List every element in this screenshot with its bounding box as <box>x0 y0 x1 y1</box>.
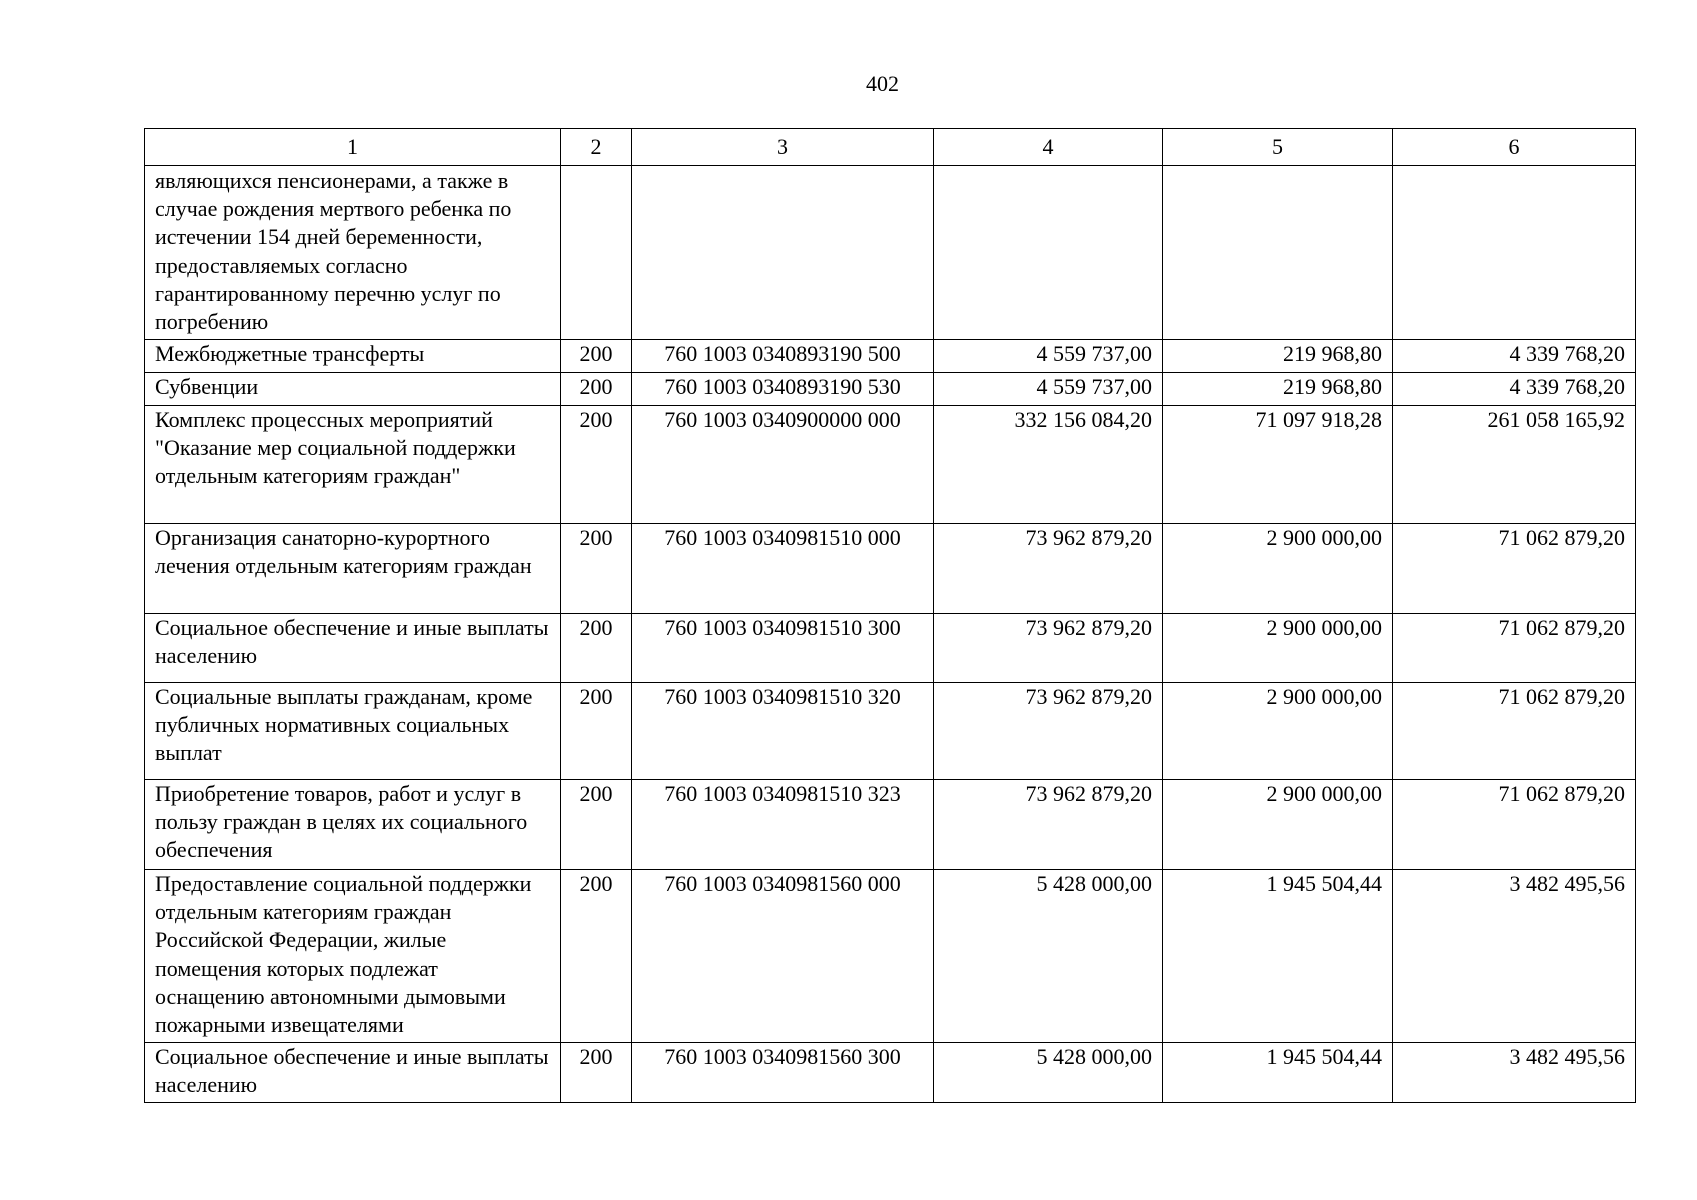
row-name: Межбюджетные трансферты <box>145 340 561 373</box>
header-row <box>145 129 1636 166</box>
table-row <box>145 340 1636 373</box>
table-row <box>145 166 1636 340</box>
row-value-4: 73 962 879,20 <box>934 780 1163 870</box>
row-value-4 <box>934 166 1163 340</box>
row-grbs: 200 <box>561 524 632 614</box>
row-value-4: 5 428 000,00 <box>934 870 1163 1043</box>
table-row <box>145 780 1636 870</box>
table-row <box>145 870 1636 1043</box>
table-row <box>145 683 1636 780</box>
column-header: 5 <box>1163 129 1393 166</box>
row-code: 760 1003 0340981510 323 <box>632 780 934 870</box>
row-value-5: 2 900 000,00 <box>1163 524 1393 614</box>
row-name: Социальное обеспечение и иные выплаты населению <box>145 614 561 683</box>
page-number: 402 <box>866 71 899 96</box>
row-value-6: 71 062 879,20 <box>1393 614 1636 683</box>
row-value-4: 73 962 879,20 <box>934 683 1163 780</box>
table-row <box>145 406 1636 524</box>
row-name: Приобретение товаров, работ и услуг в пользу граждан в целях их социального обеспечения <box>145 780 561 870</box>
row-value-5 <box>1163 166 1393 340</box>
row-grbs: 200 <box>561 870 632 1043</box>
table-row <box>145 524 1636 614</box>
table-row <box>145 614 1636 683</box>
row-code <box>632 166 934 340</box>
column-header: 4 <box>934 129 1163 166</box>
row-value-5: 2 900 000,00 <box>1163 683 1393 780</box>
row-name: являющихся пенсионерами, а также в случае рождения мертвого ребенка по истечении 154 дней беременности, предоставляемых согласно гарантированному перечню услуг по погребению <box>145 166 561 340</box>
row-value-6: 3 482 495,56 <box>1393 1043 1636 1103</box>
row-code: 760 1003 0340900000 000 <box>632 406 934 524</box>
column-header: 3 <box>632 129 934 166</box>
row-name: Комплекс процессных мероприятий "Оказание мер социальной поддержки отдельным категориям граждан" <box>145 406 561 524</box>
row-code: 760 1003 0340981510 300 <box>632 614 934 683</box>
row-name: Субвенции <box>145 373 561 406</box>
row-code: 760 1003 0340981560 000 <box>632 870 934 1043</box>
row-value-5: 2 900 000,00 <box>1163 614 1393 683</box>
row-value-6: 71 062 879,20 <box>1393 524 1636 614</box>
row-value-6: 4 339 768,20 <box>1393 373 1636 406</box>
row-grbs <box>561 166 632 340</box>
row-value-6 <box>1393 166 1636 340</box>
budget-table <box>144 128 1636 1103</box>
column-header: 2 <box>561 129 632 166</box>
column-header: 1 <box>145 129 561 166</box>
row-value-5: 219 968,80 <box>1163 340 1393 373</box>
table-row <box>145 1043 1636 1103</box>
row-code: 760 1003 0340981510 000 <box>632 524 934 614</box>
column-header: 6 <box>1393 129 1636 166</box>
row-code: 760 1003 0340981510 320 <box>632 683 934 780</box>
row-grbs: 200 <box>561 614 632 683</box>
row-value-6: 261 058 165,92 <box>1393 406 1636 524</box>
row-value-4: 4 559 737,00 <box>934 340 1163 373</box>
row-value-5: 1 945 504,44 <box>1163 1043 1393 1103</box>
row-grbs: 200 <box>561 780 632 870</box>
row-grbs: 200 <box>561 373 632 406</box>
row-value-4: 4 559 737,00 <box>934 373 1163 406</box>
row-code: 760 1003 0340893190 500 <box>632 340 934 373</box>
row-grbs: 200 <box>561 340 632 373</box>
row-value-4: 73 962 879,20 <box>934 524 1163 614</box>
row-value-5: 219 968,80 <box>1163 373 1393 406</box>
row-name: Социальные выплаты гражданам, кроме публичных нормативных социальных выплат <box>145 683 561 780</box>
row-value-5: 71 097 918,28 <box>1163 406 1393 524</box>
table-row <box>145 373 1636 406</box>
row-value-4: 5 428 000,00 <box>934 1043 1163 1103</box>
row-value-6: 71 062 879,20 <box>1393 780 1636 870</box>
row-value-4: 73 962 879,20 <box>934 614 1163 683</box>
row-value-6: 71 062 879,20 <box>1393 683 1636 780</box>
row-value-6: 3 482 495,56 <box>1393 870 1636 1043</box>
row-name: Социальное обеспечение и иные выплаты населению <box>145 1043 561 1103</box>
row-name: Организация санаторно-курортного лечения отдельным категориям граждан <box>145 524 561 614</box>
row-grbs: 200 <box>561 1043 632 1103</box>
row-value-4: 332 156 084,20 <box>934 406 1163 524</box>
row-value-6: 4 339 768,20 <box>1393 340 1636 373</box>
row-grbs: 200 <box>561 683 632 780</box>
row-value-5: 1 945 504,44 <box>1163 870 1393 1043</box>
row-code: 760 1003 0340893190 530 <box>632 373 934 406</box>
row-name: Предоставление социальной поддержки отдельным категориям граждан Российской Федерации, жилые помещения которых подлежат оснащению автономными дымовыми пожарными извещателями <box>145 870 561 1043</box>
row-code: 760 1003 0340981560 300 <box>632 1043 934 1103</box>
row-grbs: 200 <box>561 406 632 524</box>
row-value-5: 2 900 000,00 <box>1163 780 1393 870</box>
